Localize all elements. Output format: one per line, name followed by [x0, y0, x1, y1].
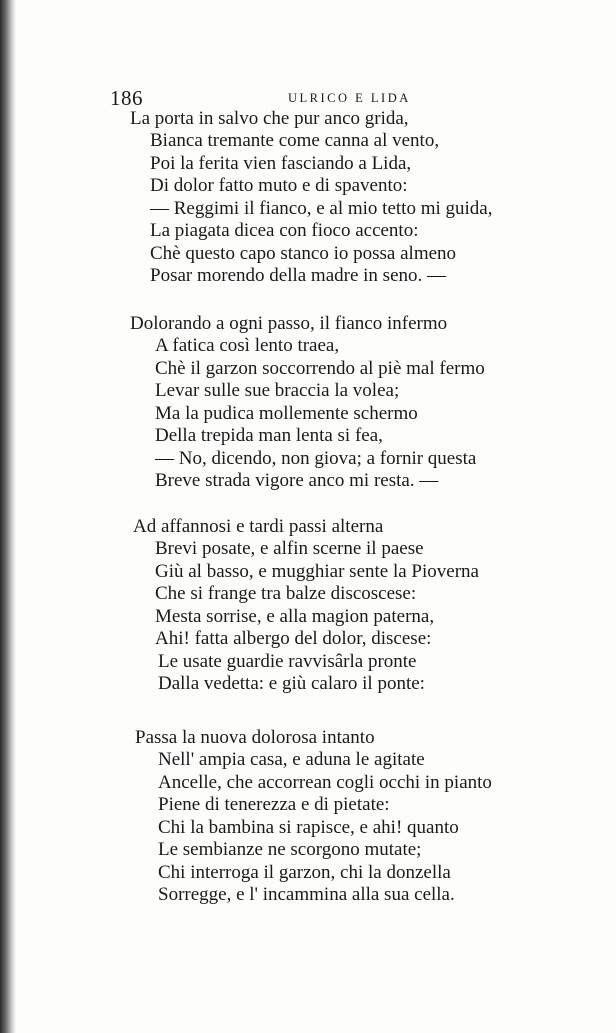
verse-line: Le usate guardie ravvisârla pronte [158, 651, 417, 672]
verse-line: Ancelle, che accorrean cogli occhi in pianto [158, 772, 492, 793]
verse-line: Giù al basso, e mugghiar sente la Pioverna [155, 561, 479, 582]
page-number: 186 [110, 86, 143, 110]
verse-line: — Reggimi il fianco, e al mio tetto mi guida, [150, 198, 493, 219]
verse-line: La piagata dicea con fioco accento: [150, 220, 419, 241]
verse-line: Sorregge, e l' incammina alla sua cella. [158, 884, 455, 905]
verse-line: Mesta sorrise, e alla magion paterna, [155, 606, 435, 627]
verse-line: Chè questo capo stanco io possa almeno [150, 243, 457, 264]
verse-line: Dolorando a ogni passo, il fianco infermo [130, 313, 448, 334]
running-title: ULRICO E LIDA [288, 91, 411, 105]
verse-line: Ahi! fatta albergo del dolor, discese: [155, 628, 432, 649]
verse-line: Dalla vedetta: e giù calaro il ponte: [158, 673, 425, 694]
verse-line: Chè il garzon soccorrendo al piè mal fermo [155, 358, 485, 379]
verse-line: Ma la pudica mollemente schermo [155, 403, 418, 424]
verse-line: Levar sulle sue braccia la volea; [155, 380, 400, 401]
verse-line: A fatica così lento traea, [155, 335, 340, 356]
verse-line: Chi la bambina si rapisce, e ahi! quanto [158, 817, 459, 838]
verse-line: Che si frange tra balze discoscese: [155, 583, 417, 604]
binding-edge [0, 0, 16, 1033]
verse-line: Le sembianze ne scorgono mutate; [158, 839, 422, 860]
verse-line: Di dolor fatto muto e di spavento: [150, 175, 408, 196]
verse-line: La porta in salvo che pur anco grida, [130, 108, 409, 129]
verse-line: Breve strada vigore anco mi resta. — [155, 470, 439, 491]
verse-line: Ad affannosi e tardi passi alterna [133, 516, 384, 537]
verse-line: — No, dicendo, non giova; a fornir questa [155, 448, 477, 469]
verse-line: Della trepida man lenta si fea, [155, 425, 383, 446]
verse-line: Bianca tremante come canna al vento, [150, 130, 440, 151]
verse-line: Passa la nuova dolorosa intanto [135, 727, 375, 748]
verse-line: Poi la ferita vien fasciando a Lida, [150, 153, 412, 174]
verse-line: Nell' ampia casa, e aduna le agitate [158, 749, 425, 770]
verse-line: Posar morendo della madre in seno. — [150, 265, 447, 286]
page-header [0, 86, 616, 110]
verse-line: Piene di tenerezza e di pietate: [158, 794, 390, 815]
verse-line: Chi interroga il garzon, chi la donzella [158, 862, 451, 883]
verse-line: Brevi posate, e alfin scerne il paese [155, 538, 424, 559]
